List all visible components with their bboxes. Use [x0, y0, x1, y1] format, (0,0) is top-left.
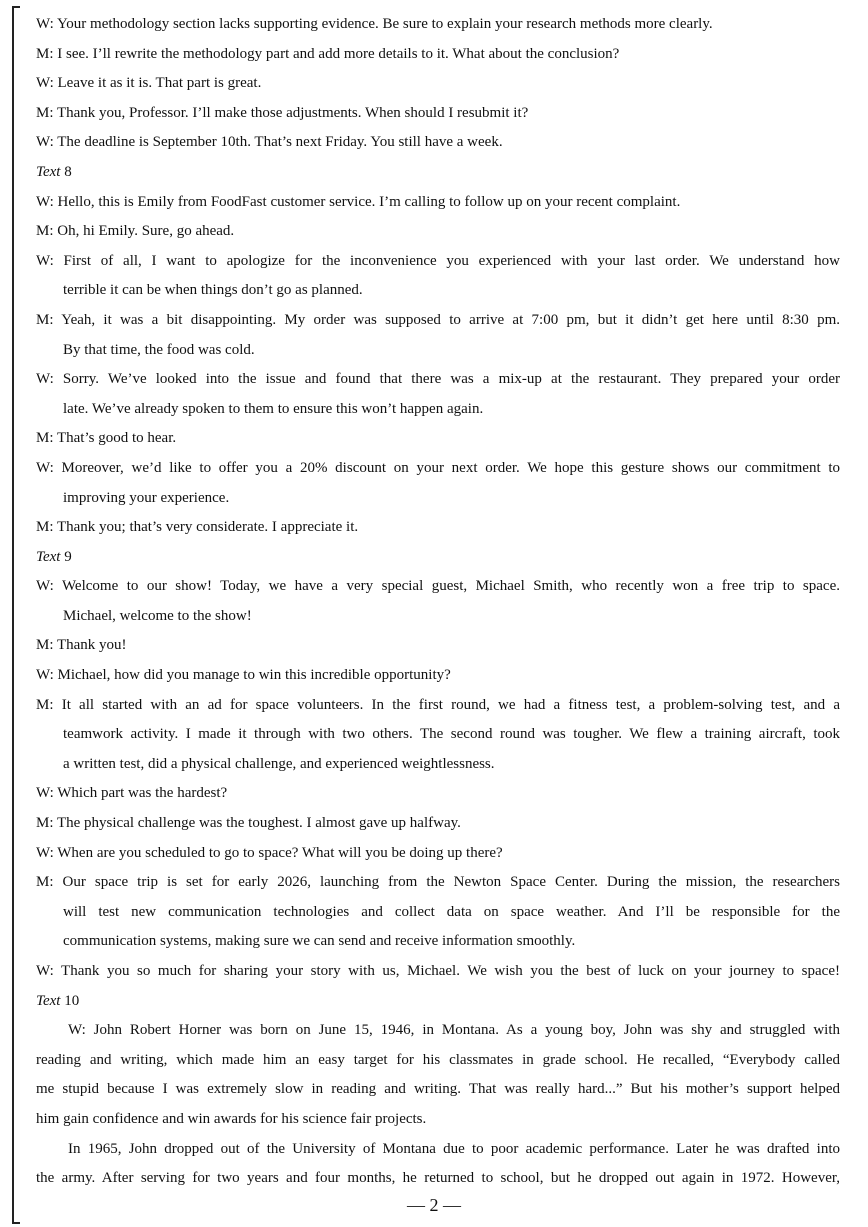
- dialogue-line: M: Oh, hi Emily. Sure, go ahead.: [36, 223, 235, 240]
- dialogue-line: M: Thank you, Professor. I’ll make those adjustments. When should I resubmit it?: [36, 104, 529, 121]
- section-heading-label: Text: [36, 992, 61, 1009]
- section-heading-label: Text: [36, 548, 61, 565]
- dialogue-line: W: Moreover, we’d like to offer you a 20% discount on your next order. We hope this gesture shows our commitment to: [36, 459, 840, 476]
- dialogue-line: M: Thank you; that’s very considerate. I appreciate it.: [36, 519, 359, 536]
- dialogue-continuation: improving your experience.: [63, 489, 230, 506]
- dialogue-line: the army. After serving for two years and four months, he returned to school, but he dropped out again in 1972. However,: [36, 1170, 840, 1187]
- left-margin-bracket: [12, 6, 20, 1224]
- transcript-body: [36, 10, 840, 1194]
- dialogue-line: W: Michael, how did you manage to win this incredible opportunity?: [36, 667, 451, 684]
- dialogue-line: W: Sorry. We’ve looked into the issue and found that there was a mix-up at the restaurant. They prepared your order: [36, 371, 840, 388]
- section-heading-number: 8: [64, 163, 72, 180]
- dialogue-line: M: It all started with an ad for space volunteers. In the first round, we had a fitness test, a problem-solving test, and a: [36, 696, 840, 713]
- dialogue-continuation: Michael, welcome to the show!: [63, 607, 252, 624]
- section-heading-label: Text: [36, 163, 61, 180]
- dialogue-line: M: Thank you!: [36, 637, 127, 654]
- dialogue-line: M: The physical challenge was the toughest. I almost gave up halfway.: [36, 815, 461, 832]
- section-heading-number: 10: [64, 992, 80, 1009]
- dialogue-continuation: late. We’ve already spoken to them to ensure this won’t happen again.: [63, 400, 484, 417]
- dialogue-line: me stupid because I was extremely slow in reading and writing. That was really hard...” But his mother’s support helped: [36, 1081, 840, 1098]
- dialogue-continuation: communication systems, making sure we can send and receive information smoothly.: [63, 933, 576, 950]
- section-heading-number: 9: [64, 548, 72, 565]
- dialogue-line: M: I see. I’ll rewrite the methodology part and add more details to it. What about the conclusion?: [36, 45, 620, 62]
- dialogue-line: W: Your methodology section lacks supporting evidence. Be sure to explain your research methods more clearly.: [36, 16, 713, 32]
- dialogue-line: W: Leave it as it is. That part is great.: [36, 75, 262, 92]
- dialogue-continuation: teamwork activity. I made it through with two others. The second round was tougher. We flew a training aircraft, took: [63, 726, 840, 743]
- dialogue-line: him gain confidence and win awards for his science fair projects.: [36, 1110, 427, 1127]
- dialogue-line: W: First of all, I want to apologize for the inconvenience you experienced with your last order. We understand how: [36, 252, 840, 269]
- section-heading: [36, 987, 840, 1017]
- section-heading: [36, 158, 840, 188]
- dialogue-continuation: terrible it can be when things don’t go as planned.: [63, 282, 363, 299]
- dialogue-line: W: Which part was the hardest?: [36, 785, 228, 802]
- dialogue-line: reading and writing, which made him an easy target for his classmates in grade school. He recalled, “Everybody called: [36, 1051, 840, 1068]
- dialogue-line: M: Yeah, it was a bit disappointing. My order was supposed to arrive at 7:00 pm, but it didn’t get here until 8:30 pm.: [36, 311, 840, 328]
- dialogue-continuation: a written test, did a physical challenge, and experienced weightlessness.: [63, 755, 495, 772]
- dialogue-line: W: When are you scheduled to go to space? What will you be doing up there?: [36, 844, 503, 861]
- dialogue-line: W: The deadline is September 10th. That’s next Friday. You still have a week.: [36, 134, 503, 151]
- dialogue-line: W: Thank you so much for sharing your story with us, Michael. We wish you the best of luck on your journey to space!: [36, 963, 840, 979]
- dialogue-line: W: Hello, this is Emily from FoodFast customer service. I’m calling to follow up on your recent complaint.: [36, 193, 681, 210]
- paragraph-line: W: John Robert Horner was born on June 15, 1946, in Montana. As a young boy, John was shy and struggled with: [68, 1022, 840, 1039]
- dialogue-continuation: will test new communication technologies and collect data on space weather. And I’ll be responsible for the: [63, 903, 840, 920]
- page-number: — 2 —: [407, 1195, 461, 1215]
- section-heading: [36, 543, 840, 573]
- dialogue-line: W: Welcome to our show! Today, we have a very special guest, Michael Smith, who recently won a free trip to space.: [36, 578, 840, 595]
- dialogue-line: M: Our space trip is set for early 2026, launching from the Newton Space Center. During the mission, the researchers: [36, 874, 840, 891]
- dialogue-line: M: That’s good to hear.: [36, 430, 177, 447]
- paragraph-line: In 1965, John dropped out of the University of Montana due to poor academic performance. Later he was drafted into: [68, 1140, 840, 1157]
- dialogue-continuation: By that time, the food was cold.: [63, 341, 255, 358]
